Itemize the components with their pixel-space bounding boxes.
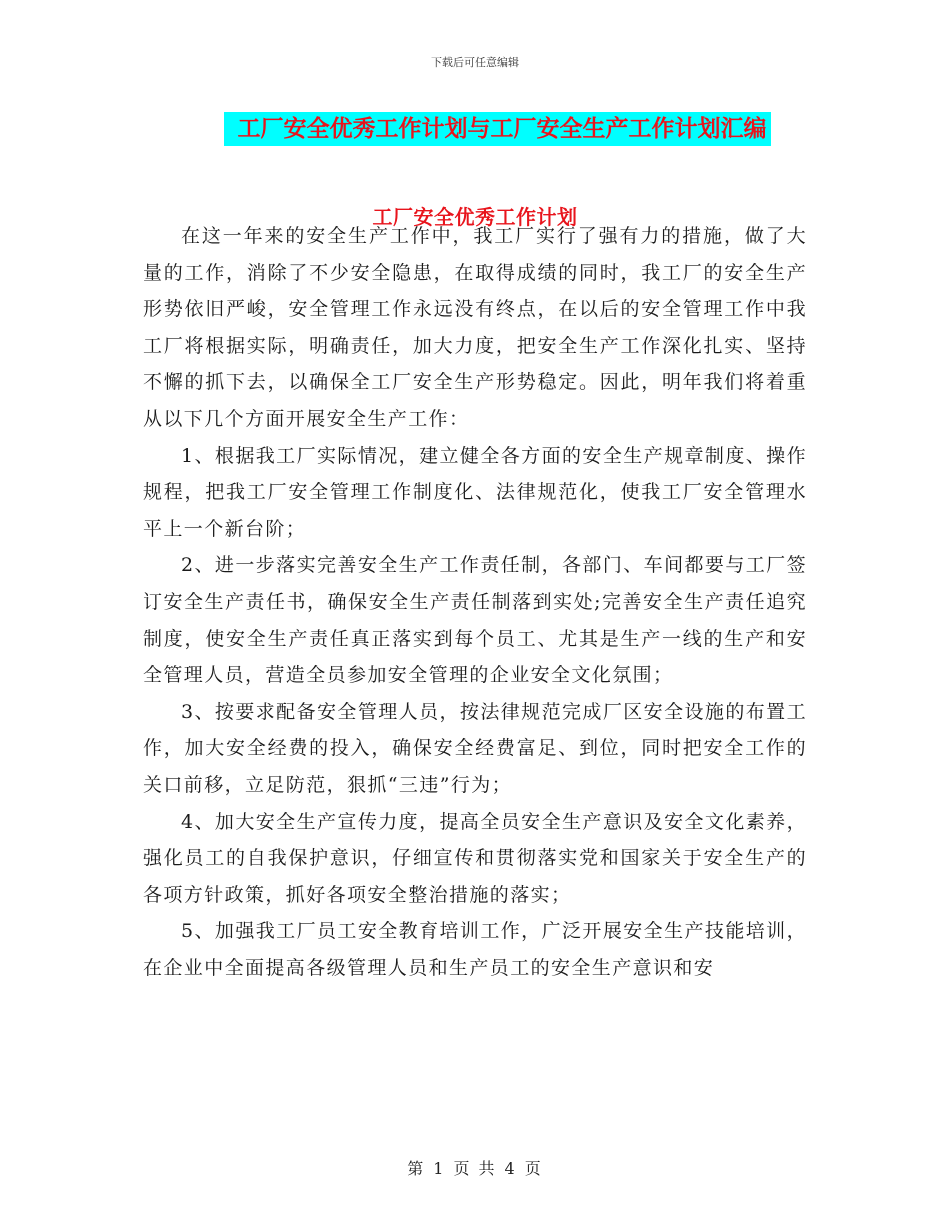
paragraph-intro: 在这一年来的安全生产工作中，我工厂实行了强有力的措施，做了大量的工作，消除了不少安全隐患，在取得成绩的同时，我工厂的安全生产形势依旧严峻，安全管理工作永远没有终点，在以后的安全管理工作中我工厂将根据实际，明确责任，加大力度，把安全生产工作深化扎实、坚持不懈的抓下去，以确保全工厂安全生产形势稳定。因此，明年我们将着重从以下几个方面开展安全生产工作： [143,225,807,430]
footer-page-number: 1 [433,1159,446,1178]
footer-total-pages: 4 [504,1159,517,1178]
paragraph-item-2: 2、进一步落实完善安全生产工作责任制，各部门、车间都要与工厂签订安全生产责任书，确保安全生产责任制落到实处;完善安全生产责任追究制度，使安全生产责任真正落实到每个员工、尤其是生产一线的生产和安全管理人员，营造全员参加安全管理的企业安全文化氛围； [143,554,807,687]
paragraph-item-1: 1、根据我工厂实际情况，建立健全各方面的安全生产规章制度、操作规程，把我工厂安全管理工作制度化、法律规范化，使我工厂安全管理水平上一个新台阶； [143,444,807,540]
paragraph-item-4: 4、加大安全生产宣传力度，提高全员安全生产意识及安全文化素养，强化员工的自我保护意识，仔细宣传和贯彻落实党和国家关于安全生产的各项方针政策，抓好各项安全整治措施的落实； [143,810,807,906]
paragraph-item-3: 3、按要求配备安全管理人员，按法律规范完成厂区安全设施的布置工作，加大安全经费的投入，确保安全经费富足、到位，同时把安全工作的关口前移，立足防范，狠抓“三违”行为； [143,700,807,796]
footer-middle: 页 共 [453,1159,497,1178]
section-title: 工厂安全优秀工作计划 [372,205,578,229]
footer-suffix: 页 [524,1159,543,1178]
paragraph-item-5: 5、加强我工厂员工安全教育培训工作，广泛开展安全生产技能培训，在企业中全面提高各级管理人员和生产员工的安全生产意识和安 [143,920,807,979]
document-title-container [0,112,950,146]
document-title: 工厂安全优秀工作计划与工厂安全生产工作计划汇编 [224,112,771,146]
header-note: 下载后可任意编辑 [431,56,519,69]
document-body [143,218,807,986]
footer-prefix: 第 [407,1159,426,1178]
page-footer [0,1156,950,1179]
